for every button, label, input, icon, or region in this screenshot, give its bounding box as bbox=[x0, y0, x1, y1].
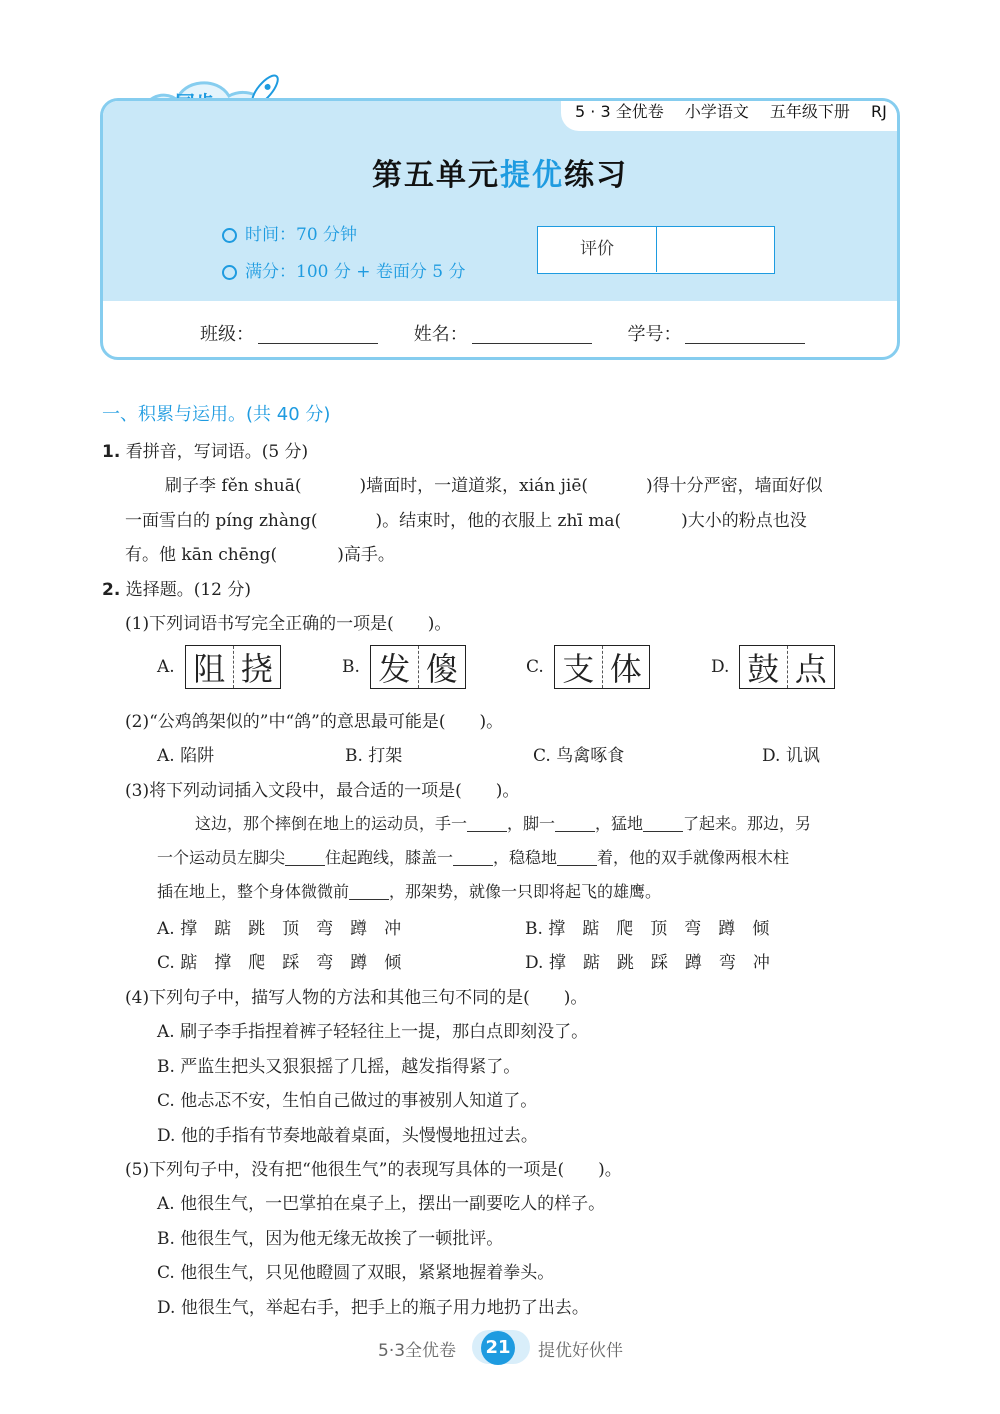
q1-text: )。结束时，他的衣服上 zhī ma( bbox=[375, 511, 622, 531]
time-info bbox=[222, 220, 357, 245]
class-blank[interactable] bbox=[258, 343, 378, 344]
para-text: 着，他的双手就像两根木柱 bbox=[597, 848, 790, 867]
q1-line-3 bbox=[125, 540, 395, 565]
q1-text: )高手。 bbox=[337, 545, 395, 565]
class-label: 班级： bbox=[200, 324, 254, 345]
sub4-option-d[interactable]: D. 他的手指有节奏地敲着桌面，头慢慢地扭过去。 bbox=[157, 1126, 538, 1146]
sub3-para-line-2 bbox=[157, 845, 789, 868]
word-option-a[interactable] bbox=[157, 645, 287, 691]
word-option-c[interactable] bbox=[526, 645, 656, 691]
word-char: 傻 bbox=[425, 650, 458, 688]
evaluation-label: 评价 bbox=[538, 227, 657, 272]
word-box bbox=[739, 645, 835, 689]
q2-sub3: (3)将下列动词插入文段中，最合适的一项是( )。 bbox=[125, 781, 520, 801]
para-text: 插在地上，整个身体微微前 bbox=[157, 882, 350, 901]
fill-blank[interactable] bbox=[285, 865, 325, 866]
word-char: 挠 bbox=[240, 650, 273, 688]
q1-line-2 bbox=[125, 506, 807, 531]
sub5-option-b[interactable]: B. 他很生气，因为他无缘无故挨了一顿批评。 bbox=[157, 1229, 504, 1249]
q1-text: )大小的粉点也没 bbox=[681, 511, 807, 531]
evaluation-box bbox=[537, 226, 775, 274]
word-char: 点 bbox=[794, 650, 827, 688]
para-text: 一个运动员左脚尖 bbox=[157, 848, 286, 867]
word-box bbox=[370, 645, 466, 689]
section-title: 一、积累与运用。(共 40 分) bbox=[102, 404, 331, 425]
sub5-option-d[interactable]: D. 他很生气，举起右手，把手上的瓶子用力地扔了出去。 bbox=[157, 1298, 589, 1318]
sub5-option-c[interactable]: C. 他很生气，只见他瞪圆了双眼，紧紧地握着拳头。 bbox=[157, 1263, 555, 1283]
time-text: 时间：70 分钟 bbox=[245, 225, 358, 245]
title-part-2: 练习 bbox=[564, 158, 628, 193]
option-letter: C. bbox=[526, 657, 544, 677]
q2-sub5: (5)下列句子中，没有把“他很生气”的表现写具体的一项是( )。 bbox=[125, 1160, 622, 1180]
q1-line-1 bbox=[165, 471, 823, 496]
option-letter: B. bbox=[342, 657, 360, 677]
id-blank[interactable] bbox=[685, 343, 805, 344]
para-text: ，那架势，就像一只即将起飞的雄鹰。 bbox=[389, 882, 662, 901]
title-highlight: 提优 bbox=[500, 158, 564, 193]
page-number: 21 bbox=[481, 1331, 515, 1365]
word-char: 阻 bbox=[186, 646, 234, 688]
para-text: ，猛地 bbox=[595, 814, 644, 833]
subject: 小学语文 bbox=[684, 102, 749, 121]
q1-number: 1. bbox=[102, 442, 121, 462]
q1-text: 有。他 kān chēng( bbox=[125, 545, 278, 565]
sub4-option-a[interactable]: A. 刷子李手指捏着裤子轻轻往上一提，那白点即刻没了。 bbox=[157, 1022, 589, 1042]
word-option-d[interactable] bbox=[711, 645, 841, 691]
q2-number: 2. bbox=[102, 580, 121, 600]
fill-blank[interactable] bbox=[555, 831, 595, 832]
word-char: 体 bbox=[609, 650, 642, 688]
sub3-option-b[interactable]: B. 撑 踮 爬 顶 弯 蹲 倾 bbox=[525, 919, 770, 939]
q1-heading bbox=[102, 437, 308, 462]
sub3-option-a[interactable]: A. 撑 踮 跳 顶 弯 蹲 冲 bbox=[157, 919, 402, 939]
sub4-option-b[interactable]: B. 严监生把头又狠狠摇了几摇，越发指得紧了。 bbox=[157, 1057, 521, 1077]
score-text: 满分：100 分 + 卷面分 5 分 bbox=[245, 262, 466, 282]
word-box bbox=[554, 645, 650, 689]
word-box bbox=[185, 645, 281, 689]
name-field[interactable] bbox=[414, 320, 592, 346]
q1-text: )墙面时，一道道浆，xián jiē( bbox=[359, 476, 589, 496]
sub2-option-b[interactable]: B. 打架 bbox=[345, 746, 403, 766]
q2-sub2: (2)“公鸡鸽架似的”中“鸽”的意思最可能是( )。 bbox=[125, 712, 504, 732]
sub2-option-a[interactable]: A. 陷阱 bbox=[157, 746, 215, 766]
q2-sub4: (4)下列句子中，描写人物的方法和其他三句不同的是( )。 bbox=[125, 988, 588, 1008]
name-blank[interactable] bbox=[472, 343, 592, 344]
score-info bbox=[222, 257, 466, 282]
word-option-b[interactable] bbox=[342, 645, 472, 691]
footer-series: 5·3全优卷 bbox=[378, 1341, 457, 1361]
check-icon bbox=[222, 265, 237, 280]
sub2-option-c[interactable]: C. 鸟禽啄食 bbox=[533, 746, 625, 766]
option-letter: A. bbox=[157, 657, 175, 677]
id-label: 学号： bbox=[627, 324, 682, 345]
para-text: ，稳稳地 bbox=[493, 848, 558, 867]
q1-title: 看拼音，写词语。(5 分) bbox=[125, 442, 309, 462]
q2-sub1: (1)下列词语书写完全正确的一项是( )。 bbox=[125, 614, 452, 634]
fill-blank[interactable] bbox=[453, 865, 493, 866]
fill-blank[interactable] bbox=[557, 865, 597, 866]
para-text: 这边，那个摔倒在地上的运动员，手一 bbox=[195, 814, 468, 833]
sub2-option-d[interactable]: D. 讥讽 bbox=[762, 746, 820, 766]
grade: 五年级下册 bbox=[769, 102, 850, 121]
q2-title: 选择题。(12 分) bbox=[125, 580, 252, 600]
word-char: 鼓 bbox=[740, 646, 788, 688]
para-text: 住起跑线，膝盖一 bbox=[325, 848, 454, 867]
edition: RJ bbox=[871, 102, 887, 121]
sub3-para-line-1 bbox=[195, 811, 811, 834]
sub3-option-d[interactable]: D. 撑 踮 跳 踩 蹲 弯 冲 bbox=[525, 953, 770, 973]
sub5-option-a[interactable]: A. 他很生气，一巴掌拍在桌子上，摆出一副要吃人的样子。 bbox=[157, 1194, 606, 1214]
q2-heading bbox=[102, 575, 251, 600]
student-info-row bbox=[200, 320, 835, 346]
name-label: 姓名： bbox=[413, 324, 468, 345]
q1-text: 一面雪白的 píng zhàng( bbox=[125, 511, 318, 531]
sub3-option-c[interactable]: C. 踮 撑 爬 踩 弯 蹲 倾 bbox=[157, 953, 402, 973]
sub3-para-line-3 bbox=[157, 879, 661, 902]
series-name: 5 · 3 全优卷 bbox=[575, 102, 664, 121]
para-text: 了起来。那边，另 bbox=[683, 814, 812, 833]
word-char: 发 bbox=[371, 646, 419, 688]
para-text: ，脚一 bbox=[507, 814, 556, 833]
title-part-1: 第五单元 bbox=[372, 158, 500, 193]
sub4-option-c[interactable]: C. 他忐忑不安，生怕自己做过的事被别人知道了。 bbox=[157, 1091, 538, 1111]
page-footer bbox=[0, 1330, 1000, 1366]
series-info bbox=[575, 99, 903, 122]
option-letter: D. bbox=[711, 657, 730, 677]
clock-icon bbox=[222, 228, 237, 243]
id-field[interactable] bbox=[627, 320, 805, 346]
class-field[interactable] bbox=[200, 320, 378, 346]
q1-text: )得十分严密，墙面好似 bbox=[646, 476, 823, 496]
footer-slogan: 提优好伙伴 bbox=[538, 1341, 623, 1361]
page-title bbox=[0, 150, 1000, 194]
fill-blank[interactable] bbox=[349, 899, 389, 900]
word-char: 支 bbox=[555, 646, 603, 688]
fill-blank[interactable] bbox=[467, 831, 507, 832]
q1-text: 刷子李 fěn shuā( bbox=[165, 476, 302, 496]
fill-blank[interactable] bbox=[643, 831, 683, 832]
